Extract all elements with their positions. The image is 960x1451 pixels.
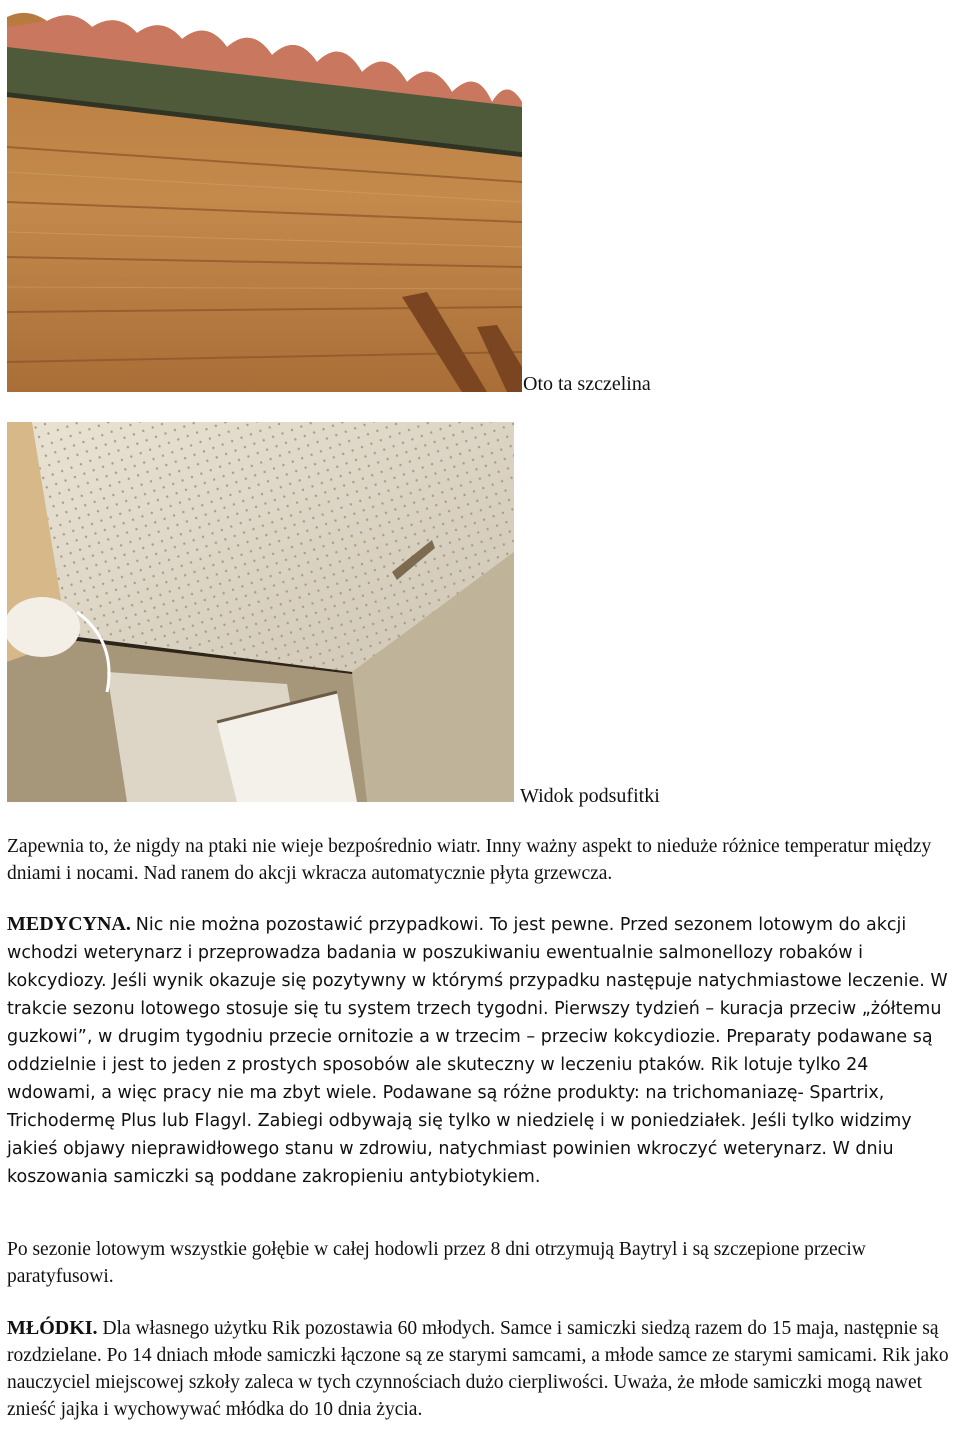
paragraph-youngsters: [7, 1315, 957, 1423]
section-heading-medicine: MEDYCYNA.: [7, 913, 131, 935]
figure-caption-1: Oto ta szczelina: [523, 373, 651, 395]
paragraph-medicine-text: Nic nie można pozostawić przypadkowi. To jest pewne. Przed sezonem lotowym do akcji wchodzi weterynarz i przeprowadza badania w poszukiwaniu ewentualnie salmonellozy robaków i kokcydiozy. Jeśli wynik okazuje się pozytywny w którymś przypadku następuje natychmiastowe leczenie. W trakcie sezonu lotowego stosuje się tu system trzech tygodni. Pierwszy tydzień – kuracja przeciw „żółtemu guzkowi”, w drugim tygodniu przecie ornitozie a w trzecim – przeciw kokcydiozie. Preparaty podawane są oddzielnie i jest to jeden z prostych sposobów ale skuteczny w leczeniu ptaków. Rik lotuje tylko 24 wdowami, a więc pracy nie ma zbyt wiele. Podawane są różne produkty: na trichomaniazę- Spartrix, Trichodermę Plus lub Flagyl. Zabiegi odbywają się tylko w niedzielę i w poniedziałek. Jeśli tylko widzimy jakieś objawy nieprawidłowego stanu w zdrowiu, natychmiast powinien wkroczyć weterynarz. W dniu koszowania samiczki są poddane zakropieniu antybiotykiem.: [7, 915, 948, 1187]
paragraph-intro-text: Zapewnia to, że nigdy na ptaki nie wieje bezpośrednio wiatr. Inny ważny aspekt to nieduże różnice temperatur między dniami i nocami. Nad ranem do akcji wkracza automatycznie płyta grzewcza.: [7, 836, 932, 884]
paragraph-medicine: [7, 911, 957, 1191]
paragraph-youngsters-text: Dla własnego użytku Rik pozostawia 60 młodych. Samce i samiczki siedzą razem do 15 maja, następnie są rozdzielane. Po 14 dniach młode samiczki łączone są ze starymi samcami, a młode samce ze starymi samicami. Rik jako nauczyciel miejscowej szkoły zaleca w tych czynnościach dużo cierpliwości. Uważa, że młode samiczki mogą nawet znieść jajka i wychowywać młódka do 10 dnia życia.: [7, 1318, 949, 1420]
soffit-photo: [7, 422, 514, 802]
eaves-photo: [7, 7, 522, 392]
section-heading-youngsters: MŁÓDKI.: [7, 1317, 98, 1339]
paragraph-intro: [7, 833, 957, 887]
paragraph-after-season-text: Po sezonie lotowym wszystkie gołębie w całej hodowli przez 8 dni otrzymują Baytryl i są szczepione przeciw paratyfusowi.: [7, 1239, 866, 1287]
figure-caption-2: Widok podsufitki: [520, 785, 660, 807]
paragraph-after-season: [7, 1236, 957, 1290]
